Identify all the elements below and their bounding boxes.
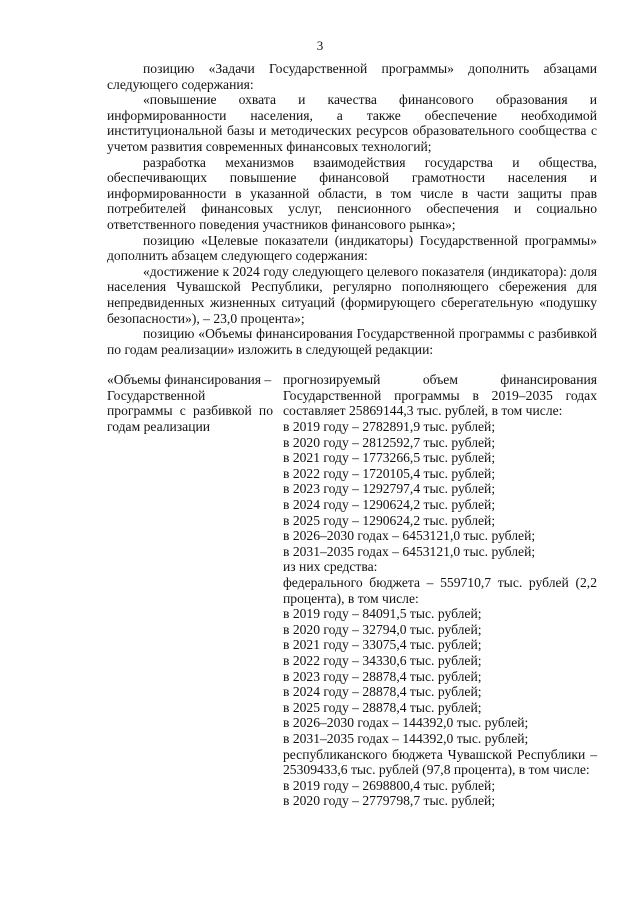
total-intro: прогнозируемый объем финансирования Государственной программы в 2019–2035 годах составляет 25869144,3 тыс. рублей, в том числе: bbox=[283, 372, 597, 419]
federal-year-row: в 2021 году – 33075,4 тыс. рублей; bbox=[283, 637, 482, 653]
total-year-row: в 2022 году – 1720105,4 тыс. рублей; bbox=[283, 465, 496, 481]
paragraph: позицию «Объемы финансирования Государственной программы с разбивкой по годам реализации» изложить в следующей редакции: bbox=[107, 326, 597, 357]
total-year-row: в 2024 году – 1290624,2 тыс. рублей; bbox=[283, 497, 496, 513]
total-year-row: в 2020 году – 2812592,7 тыс. рублей; bbox=[283, 434, 496, 450]
table-label-cell bbox=[107, 372, 279, 809]
paragraph: «достижение к 2024 году следующего целевого показателя (индикатора): доля населения Чувашской Республики, регулярно пополняющего сбережения для непредвиденных жизненных ситуаций (формирующего сберегательную «подушку безопасности»), – 23,0 процента»; bbox=[107, 263, 597, 326]
federal-year-row: в 2031–2035 годах – 144392,0 тыс. рублей; bbox=[283, 730, 529, 746]
table-label-line: «Объемы финансирования – bbox=[107, 372, 272, 388]
paragraph: позицию «Целевые показатели (индикаторы) Государственной программы» дополнить абзацем следующего содержания: bbox=[107, 232, 597, 264]
total-year-row: в 2021 году – 1773266,5 тыс. рублей; bbox=[283, 450, 496, 466]
paragraph: «повышение охвата и качества финансового образования и информированности населения, а также обеспечение необходимой институциональной базы и методических ресурсов образовательного сообщества с учетом развития современных финансовых технологий; bbox=[107, 92, 597, 154]
table-value-cell bbox=[283, 372, 597, 809]
document-body bbox=[107, 61, 597, 809]
republic-year-row: в 2019 году – 2698800,4 тыс. рублей; bbox=[283, 777, 496, 793]
republic-year-row: в 2020 году – 2779798,7 тыс. рублей; bbox=[283, 793, 496, 809]
paragraph: разработка механизмов взаимодействия государства и общества, обеспечивающих повышение финансовой грамотности населения и информированности в указанной области, в том числе в части защиты прав потребителей финансовых услуг, пенсионного обеспечения и социально ответственного поведения участников финансового рынка»; bbox=[107, 154, 597, 232]
spacer bbox=[107, 357, 597, 372]
total-year-row: в 2023 году – 1292797,4 тыс. рублей; bbox=[283, 481, 496, 497]
republic-intro: республиканского бюджета Чувашской Республики – 25309433,6 тыс. рублей (97,8 процента), в том числе: bbox=[283, 746, 597, 778]
federal-year-row: в 2024 году – 28878,4 тыс. рублей; bbox=[283, 684, 482, 700]
total-year-row: в 2026–2030 годах – 6453121,0 тыс. рублей; bbox=[283, 528, 536, 544]
financing-table bbox=[107, 372, 597, 809]
sources-heading: из них средства: bbox=[283, 559, 378, 575]
federal-year-row: в 2020 году – 32794,0 тыс. рублей; bbox=[283, 621, 482, 637]
table-label-line: Государственной программы с разбивкой по годам реализации bbox=[107, 387, 273, 435]
paragraph: позицию «Задачи Государственной программы» дополнить абзацами следующего содержания: bbox=[107, 61, 597, 92]
total-year-row: в 2031–2035 годах – 6453121,0 тыс. рублей; bbox=[283, 543, 536, 559]
total-year-row: в 2019 году – 2782891,9 тыс. рублей; bbox=[283, 419, 496, 435]
federal-year-row: в 2026–2030 годах – 144392,0 тыс. рублей; bbox=[283, 715, 529, 731]
page-number: 3 bbox=[316, 38, 324, 53]
federal-year-row: в 2019 году – 84091,5 тыс. рублей; bbox=[283, 606, 482, 622]
federal-intro: федерального бюджета – 559710,7 тыс. рублей (2,2 процента), в том числе: bbox=[283, 575, 597, 606]
federal-year-row: в 2022 году – 34330,6 тыс. рублей; bbox=[283, 652, 482, 668]
federal-year-row: в 2025 году – 28878,4 тыс. рублей; bbox=[283, 699, 482, 715]
total-year-row: в 2025 году – 1290624,2 тыс. рублей; bbox=[283, 512, 496, 528]
federal-year-row: в 2023 году – 28878,4 тыс. рублей; bbox=[283, 668, 482, 684]
